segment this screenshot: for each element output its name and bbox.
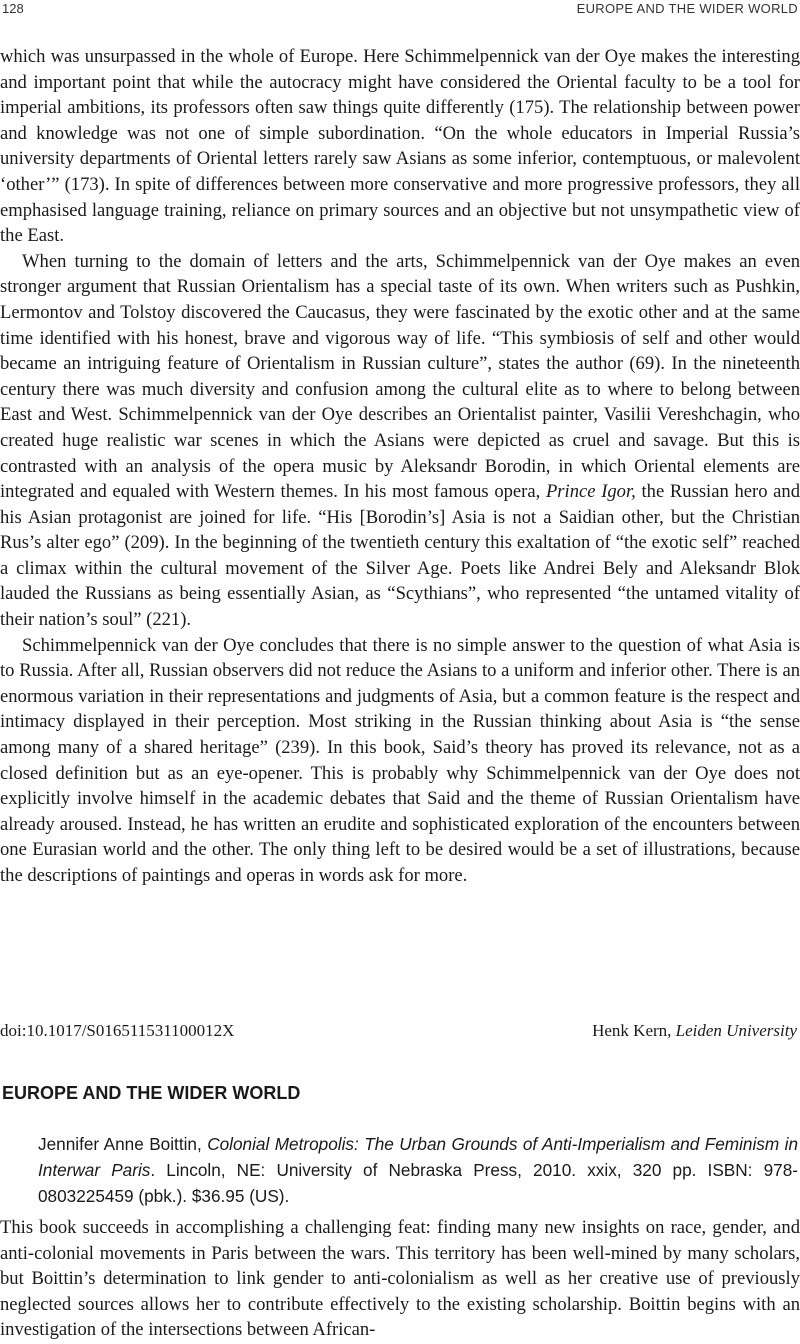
- doi-link[interactable]: doi:10.1017/S016511531100012X: [0, 1021, 235, 1040]
- review-paragraph-1: This book succeeds in accomplishing a challenging feat: finding many new insights on race, gender, and anti-colonial movements in Paris between the wars. This territory has been well-mined by many scholars, but Boittin’s determination to link gender to anti-colonialism as well as her creative use of previously neglected sources allows her to contribute effectively to the existing scholarship. Boittin begins with an investigation of the intersections between African-: [0, 1217, 800, 1341]
- book-title: Colonial Metropolis: The Urban Grounds of Anti-Imperialism and Feminism in Interwar Paris: [38, 1134, 799, 1180]
- review-body: [0, 1215, 800, 1343]
- paragraph-2-text-after-title: the Russian hero and his Asian protagonist are joined for life. “His [Borodin’s] Asia is not a Saidian other, but the Christian Rus’s alter ego” (209). In the beginning of the twentieth century this exaltation of “the exotic self” reached a climax within the cultural movement of the Silver Age. Poets like Andrei Bely and Aleksandr Blok lauded the Russians as being essentially Asian, as “Scythians”, who represented “the untamed vitality of their nation’s soul” (221).: [0, 481, 800, 631]
- book-author: Jennifer Anne Boittin,: [38, 1134, 202, 1154]
- running-head-section: EUROPE AND THE WIDER WORLD: [576, 1, 798, 16]
- opera-title: Prince Igor,: [545, 481, 636, 503]
- reviewer-name: Henk Kern,: [592, 1021, 672, 1040]
- page-number: 128: [2, 1, 24, 16]
- previous-review-paragraph-1: which was unsurpassed in the whole of Europe. Here Schimmelpennick van der Oye makes the interesting and important point that while the autocracy might have considered the Oriental faculty to be a tool for imperial ambitions, its professors often saw things quite differently (175). The relationship between power and knowledge was not one of simple subordination. “On the whole educators in Imperial Russia’s university departments of Oriental letters rarely saw Asians as some inferior, contemptuous, or malevolent ‘other’” (173). In spite of differences between more conservative and more progressive professors, they all emphasised language training, reliance on primary sources and an objective but not unsympathetic view of the East.: [0, 46, 800, 247]
- review-sign-off: [0, 1021, 800, 1047]
- running-head: [0, 0, 800, 22]
- previous-review-paragraph-3: Schimmelpennick van der Oye concludes that there is no simple answer to the question of what Asia is to Russia. After all, Russian observers did not reduce the Asians to a uniform and inferior other. There is an enormous variation in their representations and judgments of Asia, but a common feature is the respect and intimacy displayed in their perception. Most striking in the Russian thinking about Asia is “the sense among many of a shared heritage” (239). In this book, Said’s theory has proved its relevance, not as a closed definition but as an eye-opener. This is probably why Schimmelpennick van der Oye does not explicitly involve himself in the academic debates that Said and the theme of Russian Orientalism have already aroused. Instead, he has written an erudite and sophisticated exploration of the encounters between one Eurasian world and the other. The only thing left to be desired would be a set of illustrations, because the descriptions of paintings and operas in words ask for more.: [0, 634, 800, 886]
- book-reference: [38, 1131, 798, 1209]
- book-publication-details: . Lincoln, NE: University of Nebraska Press, 2010. xxix, 320 pp. ISBN: 978-0803225459 (pbk.). $36.95 (US).: [38, 1160, 798, 1206]
- reviewer-affiliation: Leiden University: [675, 1021, 797, 1040]
- previous-review-body: [0, 44, 800, 889]
- previous-review-paragraph-2: [0, 249, 800, 633]
- section-heading: EUROPE AND THE WIDER WORLD: [2, 1083, 301, 1103]
- reviewer-credit: [592, 1021, 797, 1041]
- paragraph-2-text-before-title: When turning to the domain of letters and the arts, Schimmelpennick van der Oye makes an even stronger argument that Russian Orientalism has a special taste of its own. When writers such as Pushkin, Lermontov and Tolstoy discovered the Caucasus, they were fascinated by the exotic other and at the same time identified with his honest, brave and vigorous way of life. “This symbiosis of self and other would became an intriguing feature of Orientalism in Russian culture”, states the author (69). In the nineteenth century there was much diversity and confusion among the cultural elite as to where to belong between East and West. Schimmelpennick van der Oye describes an Orientalist painter, Vasilii Vereshchagin, who created huge realistic war scenes in which the Asians were depicted as cruel and savage. But this is contrasted with an analysis of the opera music by Aleksandr Borodin, in which Oriental elements are integrated and equaled with Western themes. In his most famous opera,: [0, 250, 800, 503]
